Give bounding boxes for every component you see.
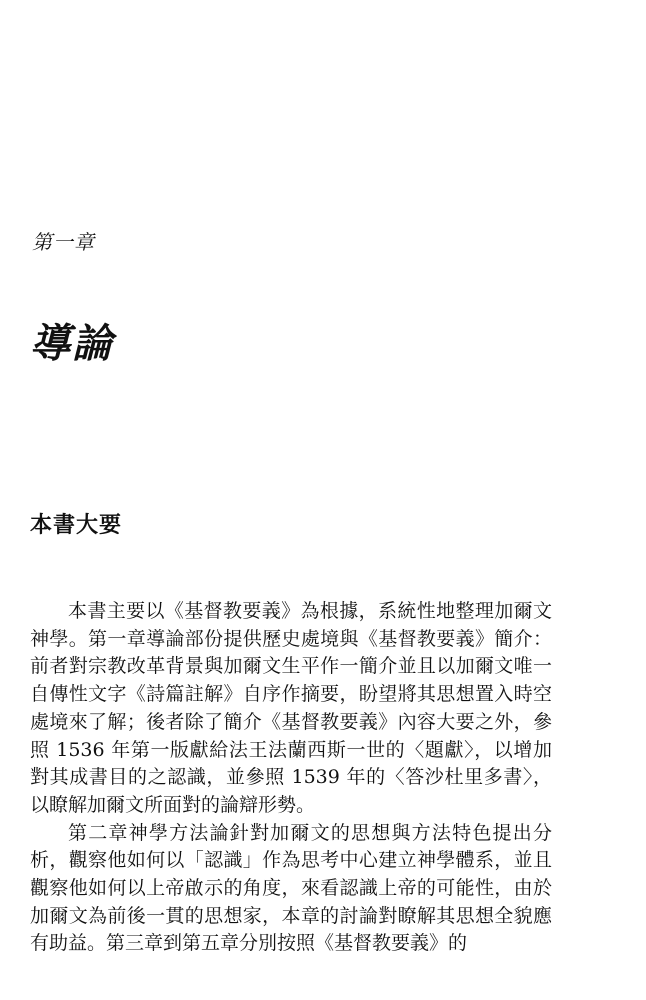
chapter-title: 導論 — [30, 321, 114, 367]
section-heading: 本書大要 — [30, 513, 123, 538]
paragraph: 本書主要以《基督教要義》為根據，系統性地整理加爾文神學。第一章導論部份提供歷史處境與《基督教要義》簡介：前者對宗教改革背景與加爾文生平作一簡介並且以加爾文唯一自傳性文字《詩篇註解》自序作摘要，盼望將其思想置入時空處境來了解；後者除了簡介《基督教要義》內容大要之外，參照 1536 年第一版獻給法王法蘭西斯一世的〈題獻〉，以增加對其成書目的之認識，並參照 1539 年的〈答沙杜里多書〉，以瞭解加爾文所面對的論辯形勢。 — [30, 600, 552, 816]
chapter-label: 第一章 — [32, 230, 95, 254]
paragraph: 第二章神學方法論針對加爾文的思想與方法特色提出分析，觀察他如何以「認識」作為思考中心建立神學體系，並且觀察他如何以上帝啟示的角度，來看認識上帝的可能性，由於加爾文為前後一貫的思想家，本章的討論對瞭解其思想全貌應有助益。第三章到第五章分別按照《基督教要義》的 — [30, 821, 552, 955]
body-text — [30, 598, 552, 958]
